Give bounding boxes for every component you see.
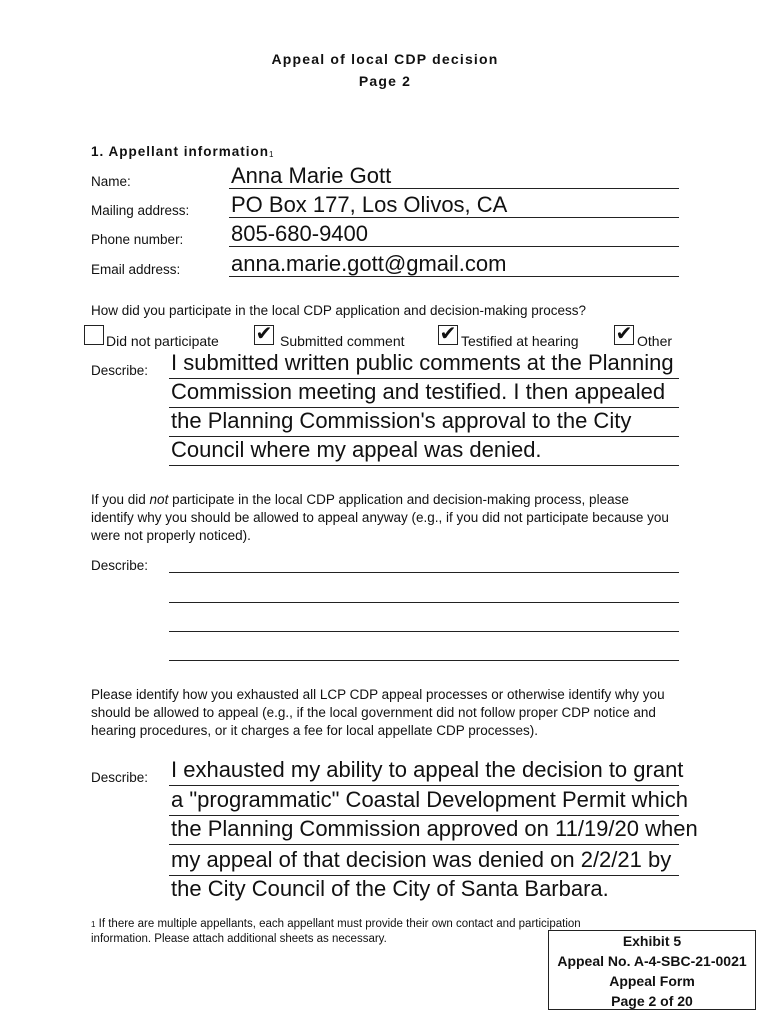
describe-label: Describe: xyxy=(91,558,149,573)
describe-line[interactable]: I submitted written public comments at the Planning xyxy=(171,350,674,375)
did-not-participate-label: Did not participate xyxy=(106,333,219,349)
phone-label: Phone number: xyxy=(91,232,184,247)
phone-underline xyxy=(229,246,679,247)
email-field[interactable]: anna.marie.gott@gmail.com xyxy=(231,251,507,276)
describe-line[interactable]: Commission meeting and testified. I then appealed xyxy=(171,379,666,404)
describe-line[interactable]: Council where my appeal was denied. xyxy=(171,437,542,462)
footnote-mark: 1 xyxy=(269,150,275,159)
describe-blank-line[interactable] xyxy=(169,660,679,661)
mailing-underline xyxy=(229,217,679,218)
testified-hearing-label: Testified at hearing xyxy=(461,333,579,349)
exhaust-describe-line[interactable]: the City Council of the City of Santa Barbara. xyxy=(171,876,609,901)
not-participate-instructions: If you did not participate in the local CDP application and decision-making process, please identify why you should be allowed to appeal anyway (e.g., if you did not participate because you were not properly noticed). xyxy=(91,492,669,543)
appeal-form-label: Appeal Form xyxy=(609,973,695,989)
describe-label: Describe: xyxy=(91,770,149,785)
describe-underline xyxy=(169,844,679,845)
describe-blank-line[interactable] xyxy=(169,602,679,603)
exhaust-describe-line[interactable]: a "programmatic" Coastal Development Permit which xyxy=(171,787,688,812)
exhibit-page: Page 2 of 20 xyxy=(611,993,693,1009)
describe-underline xyxy=(169,785,679,786)
other-checkbox[interactable] xyxy=(614,325,634,345)
submitted-comment-label: Submitted comment xyxy=(280,333,405,349)
describe-label: Describe: xyxy=(91,363,149,378)
checkmark-icon: ✔ xyxy=(439,323,457,345)
did-not-participate-checkbox[interactable] xyxy=(84,325,104,345)
exhaust-instructions: Please identify how you exhausted all LCP CDP appeal processes or otherwise identify why you should be allowed to appeal (e.g., if the local government did not follow proper CDP notice and hearing procedures, or it charges a fee for local appellate CDP processes). xyxy=(91,687,665,738)
describe-underline xyxy=(169,465,679,466)
submitted-comment-checkbox[interactable] xyxy=(254,325,274,345)
footnote-mark: 1 xyxy=(91,920,96,929)
section-heading: 1. Appellant information$^1$ xyxy=(91,144,275,159)
exhaust-describe-line[interactable]: my appeal of that decision was denied on 2/2/21 by xyxy=(171,847,672,872)
exhibit-number: Exhibit 5 xyxy=(622,933,682,949)
phone-field[interactable]: 805-680-9400 xyxy=(231,221,369,246)
exhaust-describe-line[interactable]: the Planning Commission approved on 11/19/20 when xyxy=(171,816,698,841)
testified-hearing-checkbox[interactable] xyxy=(438,325,458,345)
other-label: Other xyxy=(637,333,673,349)
checkmark-icon: ✔ xyxy=(255,323,273,345)
describe-blank-line[interactable] xyxy=(169,631,679,632)
name-field[interactable]: Anna Marie Gott xyxy=(231,163,392,188)
page-number: Page 2 xyxy=(358,73,412,89)
describe-blank-line[interactable] xyxy=(169,572,679,573)
email-label: Email address: xyxy=(91,262,181,277)
email-underline xyxy=(229,276,679,277)
exhibit-stamp xyxy=(548,930,756,1010)
footnote: 1 If there are multiple appellants, each appellant must provide their own contact and participation information. Please attach additional sheets as necessary. xyxy=(91,918,581,945)
describe-line[interactable]: the Planning Commission's approval to the City xyxy=(171,408,632,433)
name-label: Name: xyxy=(91,174,131,189)
page-title: Appeal of local CDP decision xyxy=(271,51,499,67)
exhaust-describe-line[interactable]: I exhausted my ability to appeal the decision to grant xyxy=(171,757,684,782)
participation-question: How did you participate in the local CDP application and decision-making process? xyxy=(91,303,587,318)
name-underline xyxy=(229,188,679,189)
checkmark-icon: ✔ xyxy=(615,323,633,345)
appeal-number: Appeal No. A-4-SBC-21-0021 xyxy=(557,953,747,969)
mailing-address-field[interactable]: PO Box 177, Los Olivos, CA xyxy=(231,192,508,217)
mailing-address-label: Mailing address: xyxy=(91,203,190,218)
